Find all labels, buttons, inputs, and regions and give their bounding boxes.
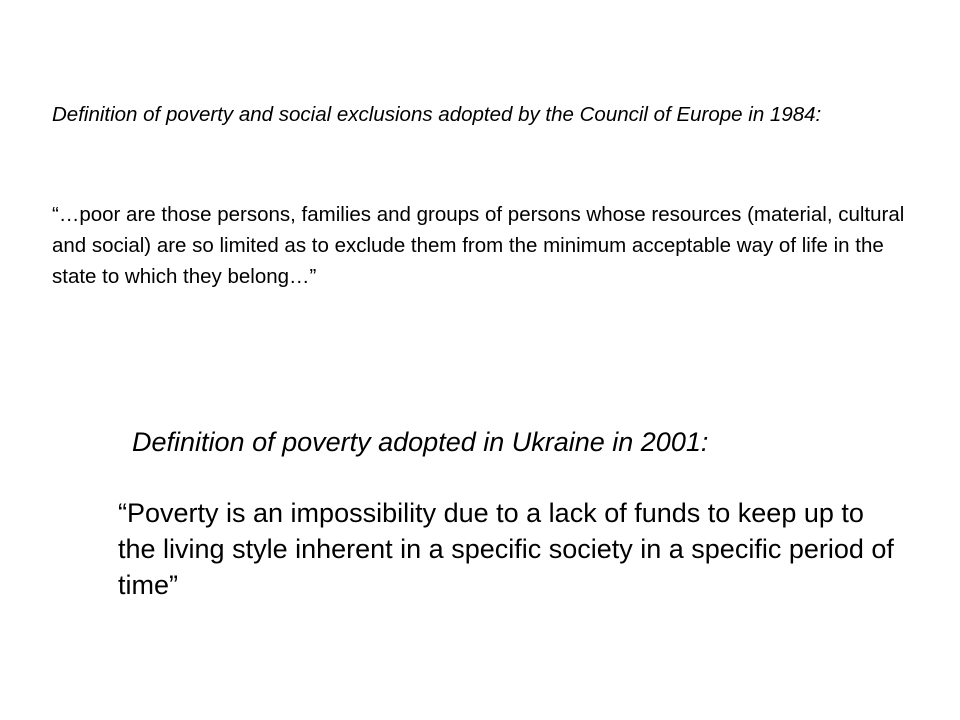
council-of-europe-definition-heading: Definition of poverty and social exclusions adopted by the Council of Europe in 1984:	[52, 103, 822, 126]
ukraine-definition-heading: Definition of poverty adopted in Ukraine in 2001:	[132, 427, 709, 457]
council-of-europe-definition-quote: “…poor are those persons, families and groups of persons whose resources (material, cultural and social) are so limited as to exclude them from the minimum acceptable way of life in the state to which they belong…”	[52, 203, 905, 288]
ukraine-definition-quote: “Poverty is an impossibility due to a lack of funds to keep up to the living style inherent in a specific society in a specific period of time”	[118, 498, 894, 600]
